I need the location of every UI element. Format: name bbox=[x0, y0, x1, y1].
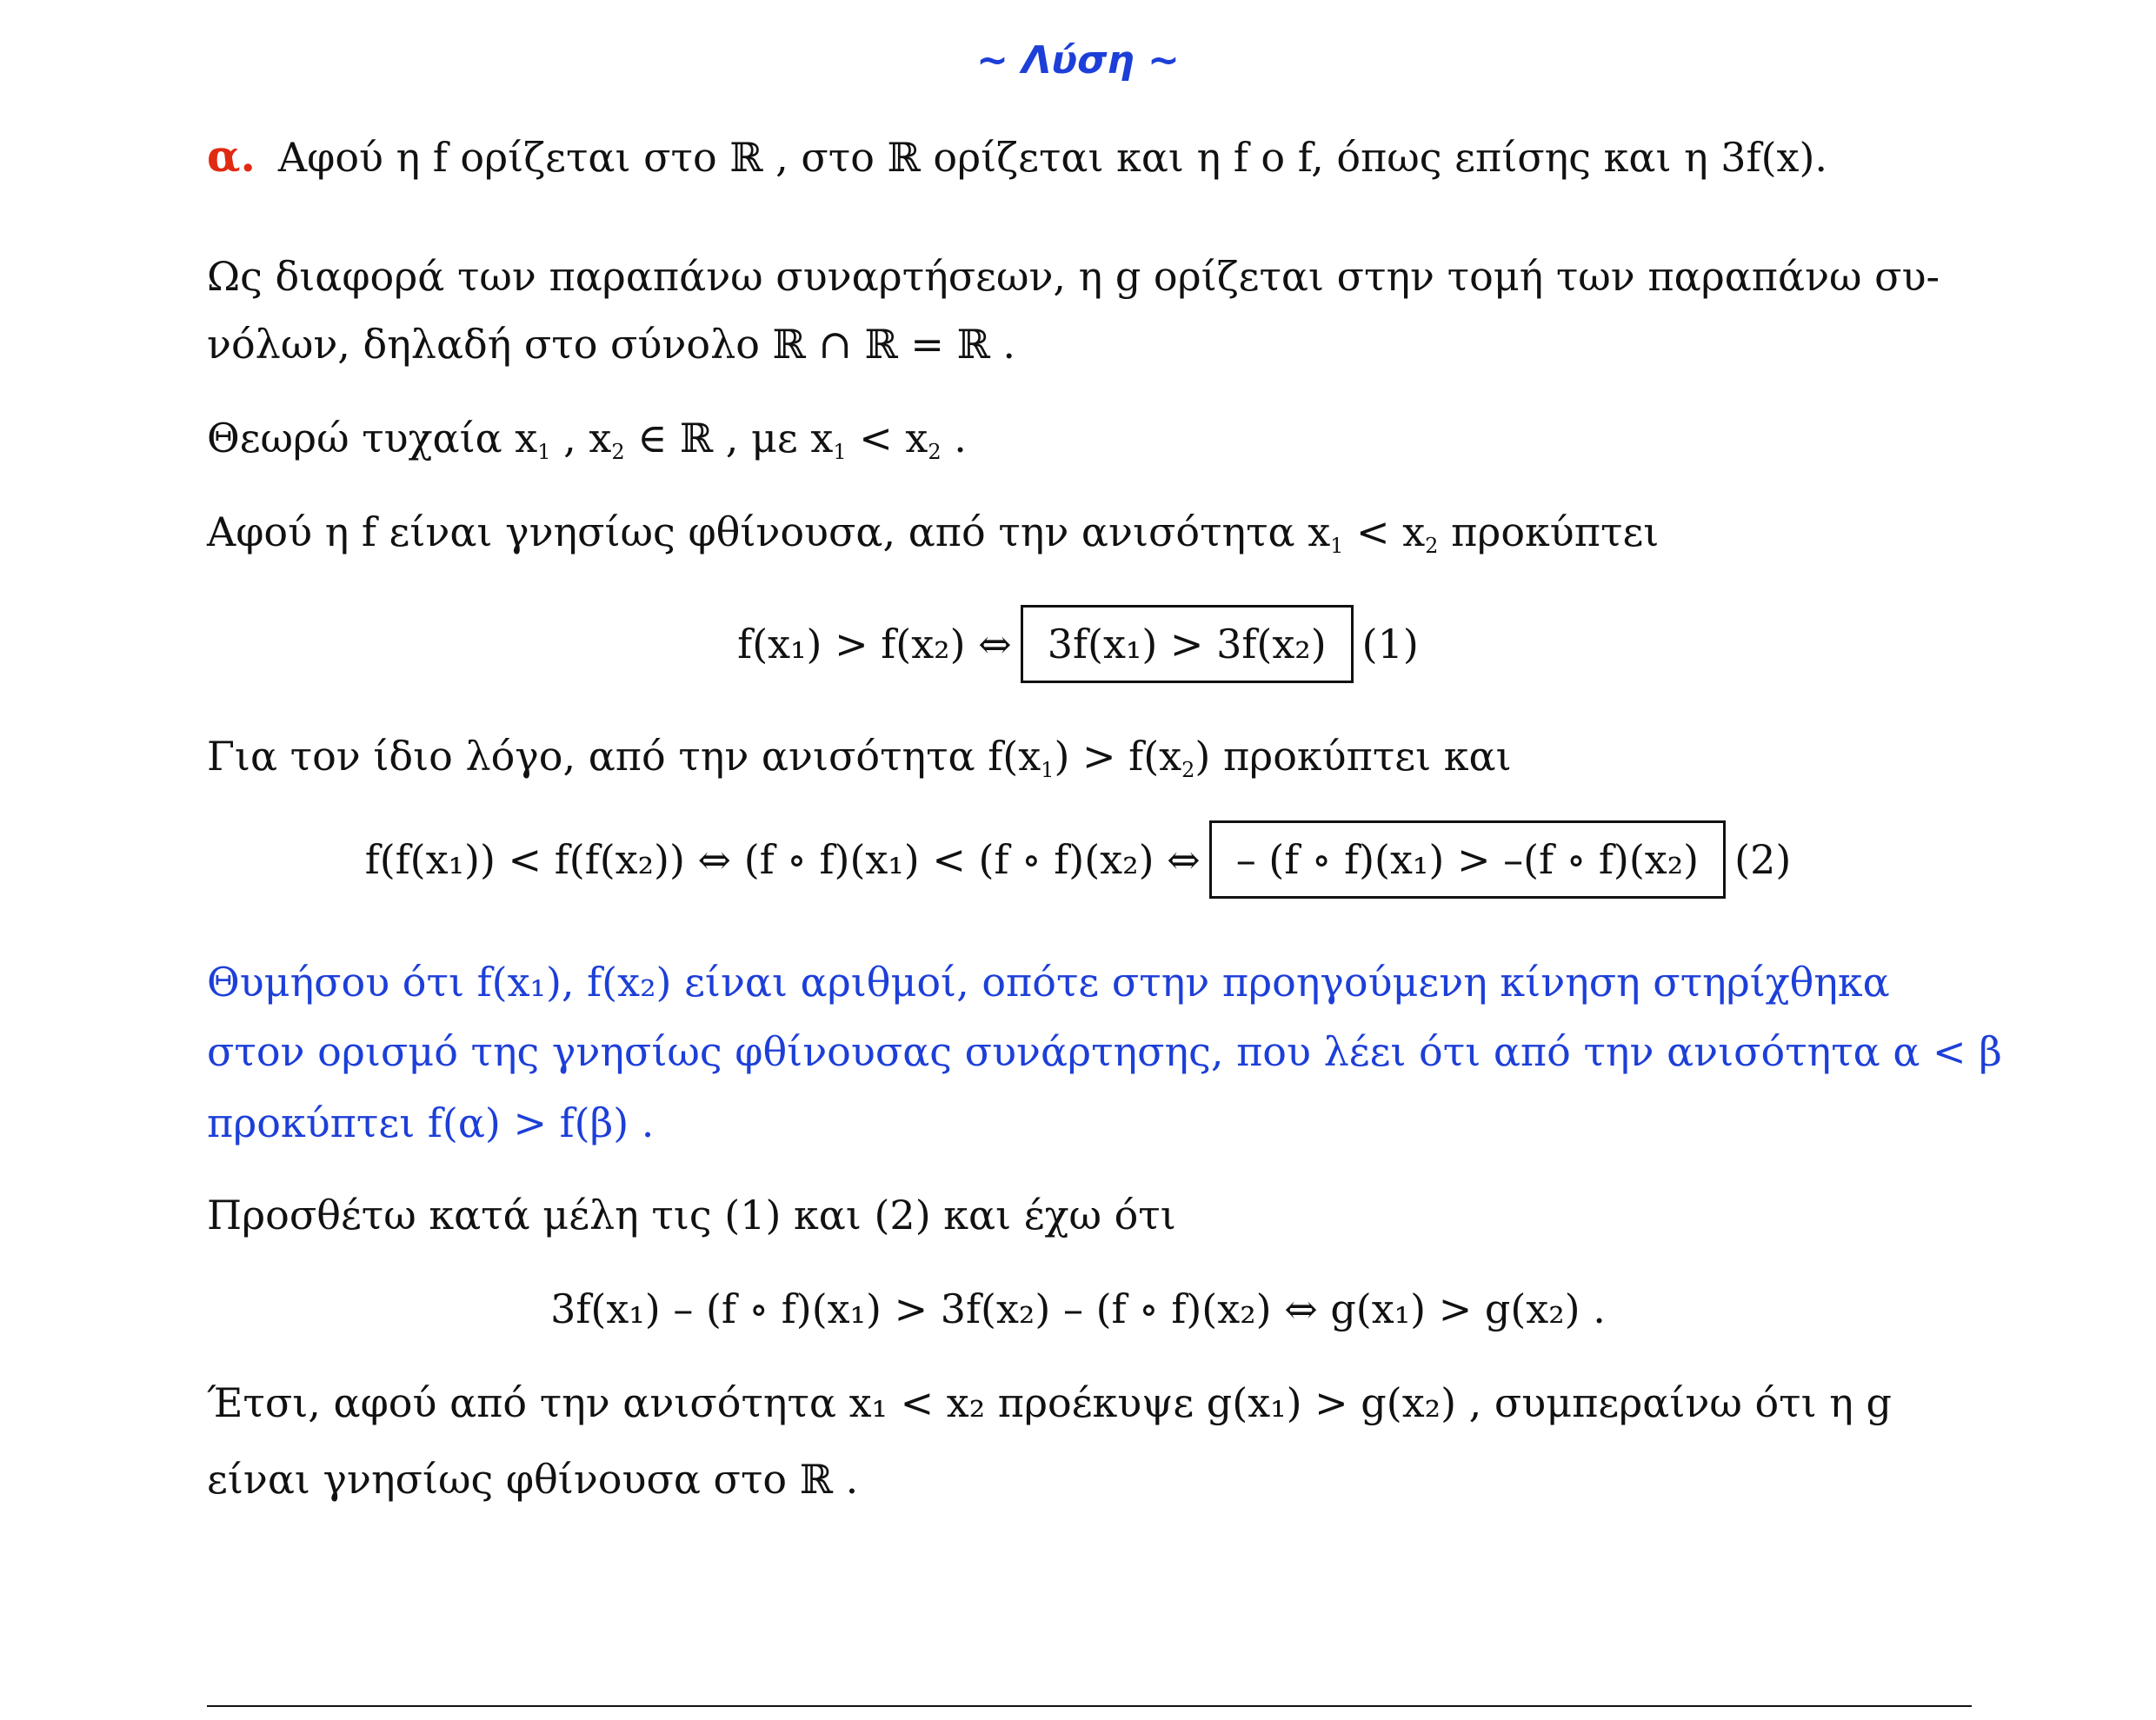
same-reason-line bbox=[207, 730, 1512, 796]
subscript: 2 bbox=[1181, 758, 1195, 782]
domain-line-2: νόλων, δηλαδή στο σύνολο ℝ ∩ ℝ = ℝ . bbox=[207, 321, 1016, 368]
subscript: 1 bbox=[833, 440, 847, 464]
intro-line bbox=[207, 130, 1827, 183]
consider-mid2: ∈ ℝ , με x bbox=[624, 415, 834, 462]
consider-prefix: Θεωρώ τυχαία x bbox=[207, 415, 538, 462]
intro-text: Αφού η f ορίζεται στο ℝ , στο ℝ ορίζεται και η f ο f, όπως επίσης και η 3f(x). bbox=[277, 134, 1828, 181]
add-line: Προσθέτω κατά μέλη τις (1) και (2) και έχω ότι bbox=[207, 1192, 1176, 1239]
equation-2-tag: (2) bbox=[1734, 836, 1792, 883]
domain-line-1: Ως διαφορά των παραπάνω συναρτήσεων, η g ορίζεται στην τομή των παραπάνω συ- bbox=[207, 253, 1940, 300]
consider-mid3: < x bbox=[846, 415, 928, 462]
consider-mid1: , x bbox=[550, 415, 612, 462]
since-line bbox=[207, 506, 1659, 572]
equation-2-boxed: – (f ∘ f)(x₁) > –(f ∘ f)(x₂) bbox=[1209, 820, 1726, 899]
page-title: ~ Λύση ~ bbox=[976, 38, 1180, 83]
since-prefix: Αφού η f είναι γνησίως φθίνουσα, από την ανισότητα x bbox=[207, 508, 1331, 555]
subscript: 1 bbox=[1330, 534, 1344, 558]
conclusion-line-1: Έτσι, αφού από την ανισότητα x₁ < x₂ προέκυψε g(x₁) > g(x₂) , συμπεραίνω ότι η g bbox=[207, 1379, 1892, 1426]
same-reason-mid: ) > f(x bbox=[1054, 733, 1182, 780]
equation-1-boxed: 3f(x₁) > 3f(x₂) bbox=[1021, 605, 1354, 683]
equation-2-left: f(f(x₁)) < f(f(x₂)) ⇔ (f ∘ f)(x₁) < (f ∘ f)(x₂) ⇔ bbox=[364, 836, 1201, 883]
consider-line bbox=[207, 412, 967, 478]
note-line-2: στον ορισμό της γνησίως φθίνουσας συνάρτησης, που λέει ότι από την ανισότητα α < β bbox=[207, 1028, 2002, 1075]
part-letter: α. bbox=[207, 130, 256, 182]
equation-1-left: f(x₁) > f(x₂) ⇔ bbox=[737, 621, 1012, 667]
equation-3: 3f(x₁) – (f ∘ f)(x₁) > 3f(x₂) – (f ∘ f)(x₂) ⇔ g(x₁) > g(x₂) . bbox=[550, 1285, 1606, 1332]
equation-1 bbox=[0, 605, 2156, 683]
consider-suffix: . bbox=[941, 415, 967, 462]
subscript: 1 bbox=[1041, 758, 1055, 782]
same-reason-prefix: Για τον ίδιο λόγο, από την ανισότητα f(x bbox=[207, 733, 1041, 780]
note-line-1: Θυμήσου ότι f(x₁), f(x₂) είναι αριθμοί, οπότε στην προηγούμενη κίνηση στηρίχθηκα bbox=[207, 959, 1890, 1006]
equation-2 bbox=[0, 820, 2156, 899]
subscript: 1 bbox=[537, 440, 551, 464]
subscript: 2 bbox=[928, 440, 942, 464]
equation-1-tag: (1) bbox=[1361, 621, 1419, 667]
since-suffix: προκύπτει bbox=[1438, 508, 1660, 555]
subscript: 2 bbox=[611, 440, 625, 464]
bottom-divider bbox=[207, 1705, 1972, 1707]
subscript: 2 bbox=[1425, 534, 1439, 558]
conclusion-line-2: είναι γνησίως φθίνουσα στο ℝ . bbox=[207, 1456, 859, 1503]
since-mid: < x bbox=[1343, 508, 1426, 555]
note-line-3: προκύπτει f(α) > f(β) . bbox=[207, 1099, 655, 1146]
same-reason-suffix: ) προκύπτει και bbox=[1194, 733, 1512, 780]
